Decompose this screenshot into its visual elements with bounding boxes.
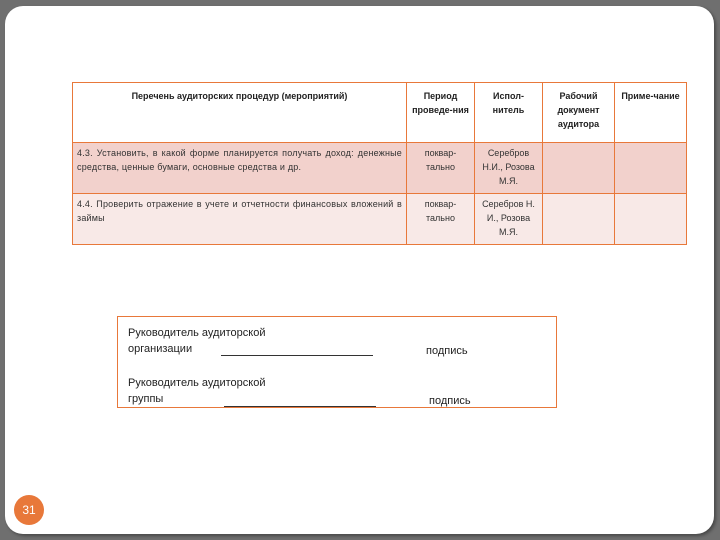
- header-note: Приме-чание: [615, 83, 687, 143]
- group-head-label-line1: Руководитель аудиторской: [128, 377, 266, 389]
- period-cell: поквар-тально: [407, 143, 475, 194]
- document-cell: [543, 194, 615, 245]
- period-cell: поквар-тально: [407, 194, 475, 245]
- org-head-label-line1: Руководитель аудиторской: [128, 327, 266, 339]
- executor-cell: Серебров Н. И., Розова М.Я.: [475, 194, 543, 245]
- signature-block: [117, 316, 557, 408]
- group-signature-line: [224, 392, 376, 407]
- header-executor: Испол-нитель: [475, 83, 543, 143]
- executor-cell: Серебров Н.И., Розова М.Я.: [475, 143, 543, 194]
- table-row: [73, 194, 687, 245]
- group-signature-label: подпись: [429, 395, 471, 407]
- header-procedures: Перечень аудиторских процедур (мероприятий): [73, 83, 407, 143]
- note-cell: [615, 194, 687, 245]
- page-number-badge: 31: [14, 495, 44, 525]
- header-period: Период проведе-ния: [407, 83, 475, 143]
- org-signature-line: [221, 341, 373, 356]
- procedure-cell: 4.3. Установить, в какой форме планируется получать доход: денежные средства, ценные бумаги, основные средства и др.: [73, 143, 407, 194]
- org-head-label-line2: организации: [128, 343, 193, 355]
- document-cell: [543, 143, 615, 194]
- group-head-label-line2: группы: [128, 393, 164, 405]
- table-header-row: [73, 83, 687, 143]
- procedure-cell: 4.4. Проверить отражение в учете и отчетности финансовых вложений в займы: [73, 194, 407, 245]
- table-row: [73, 143, 687, 194]
- org-signature-label: подпись: [426, 345, 468, 357]
- audit-procedures-table: [72, 82, 687, 245]
- slide: [5, 6, 714, 534]
- header-working-document: Рабочий документ аудитора: [543, 83, 615, 143]
- note-cell: [615, 143, 687, 194]
